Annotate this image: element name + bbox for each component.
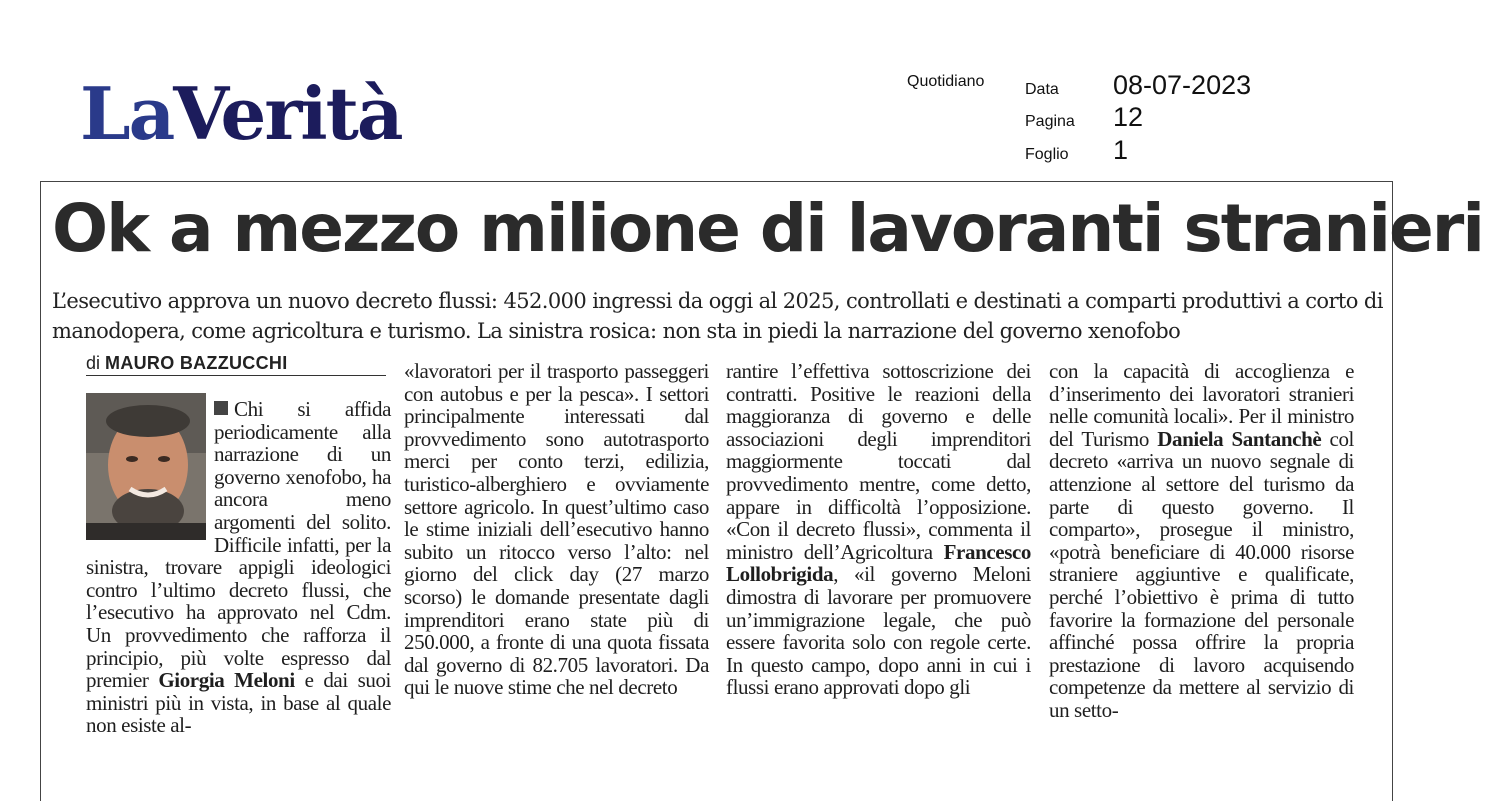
col3-bold-name: Francesco Lollobrigida <box>726 539 1031 587</box>
article-column-1 <box>86 398 391 737</box>
col4-text-1: con la capacità di accoglienza e d’inserimento dei lavoratori stranieri nelle comunità locali». Per il ministro del Turismo <box>1049 359 1354 451</box>
sheet-value: 1 <box>1113 135 1129 165</box>
meta-date <box>1025 70 1251 101</box>
meta-sheet <box>1025 135 1128 166</box>
col4-text-2: col decreto «arriva un nuovo segnale di attenzione al settore del turismo da parte di questo governo. Il comparto», prosegue il ministro, «potrà beneficiare di 40.000 risorse straniere aggiuntive e qualificate, perché l’obiettivo è prima di tutto favorire la formazione del personale affinché possa offrire la propria prestazione di lavoro acquisendo competenze da mettere al servizio di un setto- <box>1049 426 1354 722</box>
masthead-verita: Verità <box>173 71 402 156</box>
article-column-3 <box>726 360 1031 699</box>
col1-text-2: e dai suoi ministri più in vista, in base al quale non esiste al- <box>86 668 391 738</box>
article-subhead: L’esecutivo approva un nuovo decreto flussi: 452.000 ingressi da oggi al 2025, controllati e destinati a comparti produttivi a corto di manodopera, come agricoltura e turismo. La sinistra rosica: non sta in piedi la narrazione del governo xenofobo <box>52 289 1383 343</box>
col1-text-1: Chi si affida periodicamente alla narrazione di un governo xenofobo, ha ancora meno argomenti del solito. Difficile infatti, per la sinistra, trovare appigli ideologici contro l’ultimo decreto flussi, che l’esecutivo ha approvato nel Cdm. Un provvedimento che rafforza il principio, più volte espresso dal premier <box>86 397 391 693</box>
newspaper-masthead <box>80 71 402 156</box>
page-label: Pagina <box>1025 113 1075 130</box>
article-headline: Ok a mezzo milione di lavoranti stranieri <box>52 190 1483 267</box>
col4-bold-name: Daniela Santanchè <box>1157 426 1322 451</box>
publication-type: Quotidiano <box>907 73 985 90</box>
page-value: 12 <box>1113 102 1144 132</box>
col3-text-2: , «il governo Meloni dimostra di lavorare per promuovere un’immigrazione legale, che può essere favorita solo con regole certe. In questo campo, dopo anni in cui i flussi erano approvati dopo gli <box>726 562 1031 700</box>
article-byline <box>86 353 386 376</box>
article-column-2 <box>404 360 709 699</box>
photo-wrap-spacer <box>86 398 214 539</box>
article-start-marker <box>214 401 228 415</box>
col1-bold-name: Giorgia Meloni <box>158 668 295 693</box>
byline-author: MAURO BAZZUCCHI <box>105 353 288 373</box>
col3-text-1: rantire l’effettiva sottoscrizione dei contratti. Positive le reazioni della maggioranza di governo e delle associazioni degli imprenditori maggiormente toccati dal provvedimento mentre, come detto, appare in difficoltà l’opposizione. «Con il decreto flussi», commenta il ministro dell’Agricoltura <box>726 359 1031 564</box>
byline-prefix: di <box>86 353 101 373</box>
article-column-4 <box>1049 360 1354 722</box>
date-label: Data <box>1025 81 1059 98</box>
sheet-label: Foglio <box>1025 146 1069 163</box>
date-value: 08-07-2023 <box>1113 70 1252 100</box>
masthead-la: La <box>80 71 174 156</box>
col2-text: «lavoratori per il trasporto passeggeri con autobus e per la pesca». I settori principalmente interessati dal provvedimento sono autotrasporto merci per conto terzi, edilizia, turistico-alberghiero e ovviamente settore agricolo. In quest’ultimo caso le stime iniziali dell’esecutivo hanno subito un ritocco verso l’alto: nel giorno del click day (27 marzo scorso) le domande presentate dagli imprenditori erano state più di 250.000, a fronte di una quota fissata dal governo di 82.705 lavoratori. Da qui le nuove stime che nel decreto <box>404 359 709 700</box>
meta-page <box>1025 102 1143 133</box>
